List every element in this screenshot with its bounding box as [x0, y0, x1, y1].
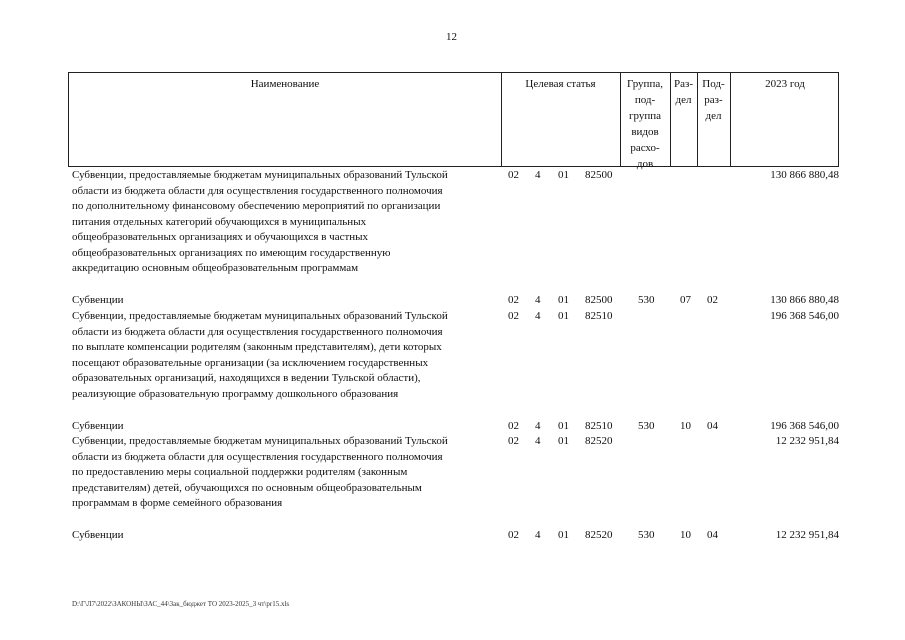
file-path-footer: D:\Г\Л7\2022\ЗАКОНЫ\ЗАС_44\3ак_бюджет ТО 2023-2025_3 чт\pr15.xls: [72, 600, 290, 608]
target-code-3: 01: [558, 169, 569, 181]
expense-group: 530: [638, 529, 655, 541]
page-number: 12: [446, 31, 457, 43]
expense-group: 530: [638, 294, 655, 306]
target-code-2: 4: [535, 420, 541, 432]
header-expense-group: Группа, под- группа видов расхо- дов: [627, 78, 663, 170]
target-code-4: 82500: [585, 294, 613, 306]
amount-2023: 196 368 546,00: [770, 310, 839, 322]
header-year: 2023 год: [765, 78, 805, 90]
target-code-2: 4: [535, 529, 541, 541]
row-name: Субвенции: [72, 529, 124, 541]
target-code-2: 4: [535, 294, 541, 306]
amount-2023: 130 866 880,48: [770, 169, 839, 181]
amount-2023: 12 232 951,84: [775, 529, 839, 541]
section: 07: [680, 294, 691, 306]
target-code-4: 82520: [585, 529, 613, 541]
target-code-1: 02: [508, 420, 519, 432]
row-name: Субвенции, предоставляемые бюджетам муниципальных образований Тульской области из бюджета области для осуществления государственного полномочия по выплате компенсации родителям (законным представителям), дети которых посещают образовательные организации (за исключением государственных образовательных организаций, находящихся в ведении Тульской области), реализующие образовательную программу дошкольного образования: [72, 310, 448, 400]
target-code-1: 02: [508, 310, 519, 322]
header-target-article: Целевая статья: [525, 78, 596, 90]
header-section: Раз- дел: [673, 78, 693, 106]
target-code-1: 02: [508, 294, 519, 306]
row-name: Субвенции, предоставляемые бюджетам муниципальных образований Тульской области из бюджета области для осуществления государственного полномочия по дополнительному финансовому обеспечению мероприятий по организации питания отдельных категорий обучающихся в муниципальных общеобразовательных организациях и обучающихся в частных общеобразовательных организациях по имеющим государственную аккредитацию основным общеобразовательным программам: [72, 169, 448, 274]
amount-2023: 130 866 880,48: [770, 294, 839, 306]
amount-2023: 12 232 951,84: [775, 435, 839, 447]
header-subsection: Под- раз- дел: [702, 78, 725, 122]
target-code-2: 4: [535, 435, 541, 447]
header-name: Наименование: [250, 78, 320, 90]
row-name: Субвенции, предоставляемые бюджетам муниципальных образований Тульской области из бюджета области для осуществления государственного полномочия по предоставлению меры социальной поддержки родителям (законным представителям) детей, обучающихся по основным общеобразовательным программам в форме семейного образования: [72, 435, 448, 509]
target-code-4: 82500: [585, 169, 613, 181]
target-code-2: 4: [535, 169, 541, 181]
target-code-4: 82510: [585, 420, 613, 432]
section: 10: [680, 420, 691, 432]
target-code-1: 02: [508, 529, 519, 541]
target-code-1: 02: [508, 435, 519, 447]
expense-group: 530: [638, 420, 655, 432]
target-code-1: 02: [508, 169, 519, 181]
subsection: 04: [707, 420, 718, 432]
target-code-3: 01: [558, 294, 569, 306]
subsection: 04: [707, 529, 718, 541]
target-code-2: 4: [535, 310, 541, 322]
row-name: Субвенции: [72, 420, 124, 432]
row-name: Субвенции: [72, 294, 124, 306]
target-code-3: 01: [558, 529, 569, 541]
subsection: 02: [707, 294, 718, 306]
table-header: [68, 72, 839, 170]
target-code-3: 01: [558, 310, 569, 322]
target-code-4: 82510: [585, 310, 613, 322]
section: 10: [680, 529, 691, 541]
amount-2023: 196 368 546,00: [770, 420, 839, 432]
target-code-3: 01: [558, 420, 569, 432]
target-code-3: 01: [558, 435, 569, 447]
target-code-4: 82520: [585, 435, 613, 447]
